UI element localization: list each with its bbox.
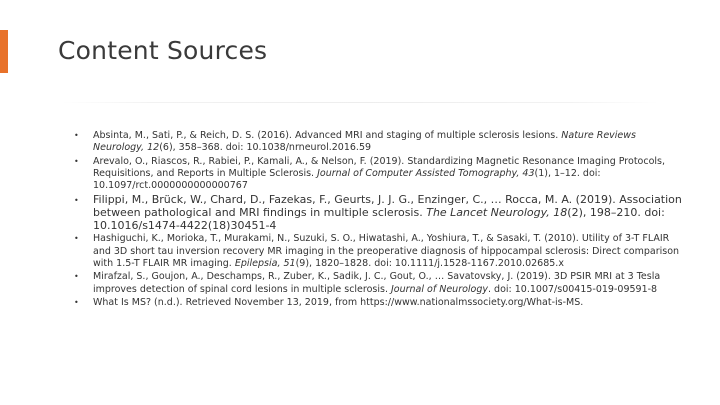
title-accent-bar (0, 30, 8, 73)
slide-title: Content Sources (58, 36, 268, 65)
reference-text: Mirafzal, S., Goujon, A., Deschamps, R., Zuber, K., Sadik, J. C., Gout, O., … Savatovsky, J. (2019). 3D PSIR MRI at 3 Tesla improves detection of spinal cord lesions in multiple sclerosis. (93, 271, 661, 295)
reference-item (74, 130, 684, 155)
reference-details: (9), 1820–1828. doi: 10.1111/j.1528-1167.2010.02685.x (295, 258, 564, 270)
reference-journal: Nature Reviews Neurology, 12 (93, 130, 636, 154)
bullet-icon: • (74, 234, 79, 244)
bullet-icon: • (74, 156, 79, 166)
reference-details: (1), 1–12. doi: 10.1097/rct.0000000000000767 (93, 167, 601, 192)
reference-journal: The Lancet Neurology, 18 (426, 206, 568, 220)
reference-item (74, 297, 684, 309)
reference-details: (6), 358–368. doi: 10.1038/nrneurol.2016.59 (159, 142, 372, 154)
bullet-icon: • (74, 297, 79, 307)
bullet-icon: • (74, 272, 79, 282)
reference-text: Hashiguchi, K., Morioka, T., Murakami, N., Suzuki, S. O., Hiwatashi, A., Yoshiura, T., & Sasaki, T. (2010). Utility of 3-T FLAIR and 3D short tau inversion recovery MR imaging in the preoperative diagnosis of hippocampal sclerosis: Direct comparison with 1.5-T FLAIR MR imaging. (93, 233, 680, 270)
reference-text: Absinta, M., Sati, P., & Reich, D. S. (2016). Advanced MRI and staging of multiple sclerosis lesions. (93, 130, 562, 141)
reference-journal: Journal of Computer Assisted Tomography, 43 (317, 167, 535, 179)
reference-item (74, 271, 684, 296)
reference-text: Arevalo, O., Riascos, R., Rabiei, P., Kamali, A., & Nelson, F. (2019). Standardizing Magnetic Resonance Imaging Protocols, Requisitions, and Reports in Multiple Sclerosis. (93, 155, 665, 179)
bullet-icon: • (74, 131, 79, 140)
bullet-icon: • (74, 196, 79, 206)
title-divider (60, 102, 660, 103)
reference-text: Filippi, M., Brück, W., Chard, D., Fazekas, F., Geurts, J. J. G., Enzinger, C., … Rocca, M. A. (2019). Association between pathological and MRI findings in multiple sclerosis. (93, 193, 682, 220)
reference-journal: Epilepsia, 51 (234, 258, 296, 270)
reference-item (74, 156, 684, 193)
reference-details: . doi: 10.1007/s00415-019-09591-8 (488, 283, 658, 295)
reference-journal: Journal of Neurology (391, 283, 489, 295)
reference-text: What Is MS? (n.d.). Retrieved November 13, 2019, from https://www.nationalmssociety.org/What-is-MS. (93, 296, 584, 308)
reference-item (74, 233, 684, 270)
reference-details: (2), 198–210. doi: 10.1016/s1474-4422(18)30451-4 (93, 206, 665, 233)
reference-list (74, 130, 684, 310)
reference-item (74, 193, 684, 232)
